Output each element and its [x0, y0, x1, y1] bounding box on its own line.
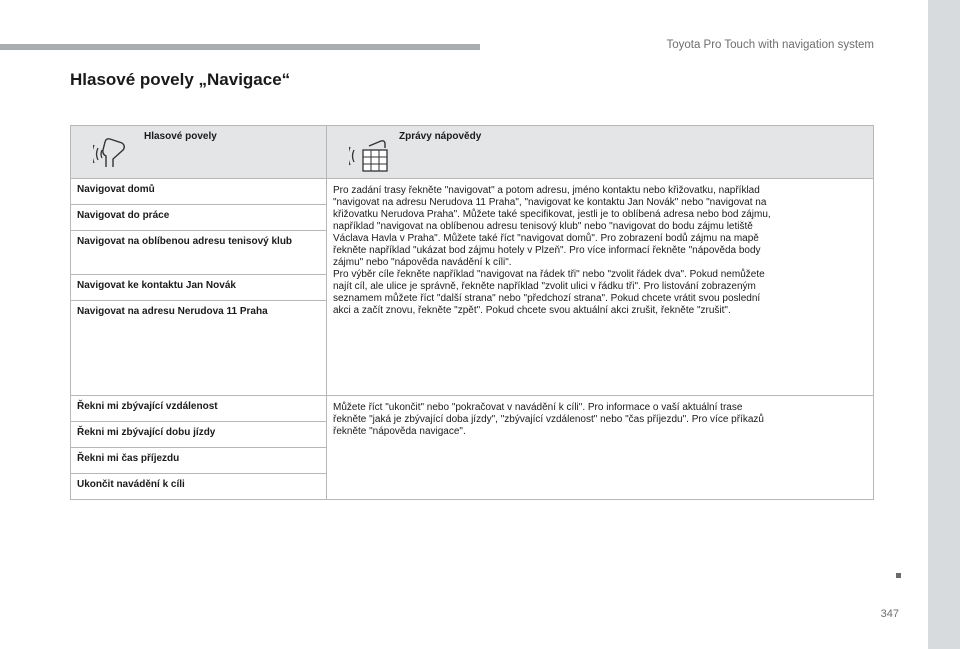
command-cell: Navigovat domů — [71, 179, 327, 205]
command-cell: Řekni mi zbývající dobu jízdy — [71, 422, 327, 448]
voice-commands-table — [70, 125, 874, 500]
voice-command-icon — [93, 136, 129, 170]
command-cell: Řekni mi zbývající vzdálenost — [71, 396, 327, 422]
table-row — [71, 396, 874, 422]
header-title: Toyota Pro Touch with navigation system — [666, 39, 874, 51]
command-cell: Navigovat na oblíbenou adresu tenisový klub — [71, 231, 327, 275]
header-cell-help — [327, 126, 874, 179]
header-cell-commands — [71, 126, 327, 179]
table-header-row — [71, 126, 874, 179]
side-strip — [928, 0, 960, 649]
page-marker — [896, 573, 901, 578]
header-label-commands: Hlasové povely — [144, 131, 217, 142]
header-bar — [0, 44, 480, 50]
command-cell: Navigovat na adresu Nerudova 11 Praha — [71, 301, 327, 396]
command-cell: Řekni mi čas příjezdu — [71, 448, 327, 474]
command-cell: Navigovat ke kontaktu Jan Novák — [71, 275, 327, 301]
page-number: 347 — [880, 608, 899, 620]
table-row — [71, 179, 874, 205]
header-label-help: Zprávy nápovědy — [399, 131, 482, 142]
page-title: Hlasové povely „Navigace“ — [70, 70, 291, 89]
help-message-icon — [349, 136, 389, 172]
help-cell: Pro zadání trasy řekněte "navigovat" a potom adresu, jméno kontaktu nebo křižovatku, například "navigovat na adresu Nerudova 11 Praha", "navigovat ke kontaktu Jan Novák" nebo "navigovat na křižovatku Nerudova Praha". Můžete také specifikovat, jestli je to oblíbená adresa nebo bod zájmu, například "navigovat na oblíbenou adresu tenisový klub" nebo "navigovat do bodu zájmu letiště Václava Havla v Praha". Můžete také říct "navigovat domů". Pro zobrazení bodů zájmu na mapě řekněte například "ukázat bod zájmu hotely v Plzeň". Pro více informací řekněte "nápověda body zájmu" nebo "nápověda navádění k cíli". Pro výběr cíle řekněte například "navigovat na řádek tři" nebo "zvolit řádek dva". Pokud nemůžete najít cíl, ale ulice je správně, řekněte například "zvolit ulici v řádku tři". Pro listování zobrazeným seznamem můžete říct "další strana" nebo "předchozí strana". Pokud chcete vrátit svou poslední akci a začít znovu, řekněte "zpět". Pokud chcete svou aktuální akci zrušit, řekněte "zrušit". — [327, 179, 874, 396]
command-cell: Ukončit navádění k cíli — [71, 474, 327, 500]
help-cell: Můžete říct "ukončit" nebo "pokračovat v navádění k cíli". Pro informace o vaší aktuální trase řekněte "jaká je zbývající doba jízdy", "zbývající vzdálenost" nebo "čas příjezdu". Pro více příkazů řekněte "nápověda navigace". — [327, 396, 874, 500]
command-cell: Navigovat do práce — [71, 205, 327, 231]
